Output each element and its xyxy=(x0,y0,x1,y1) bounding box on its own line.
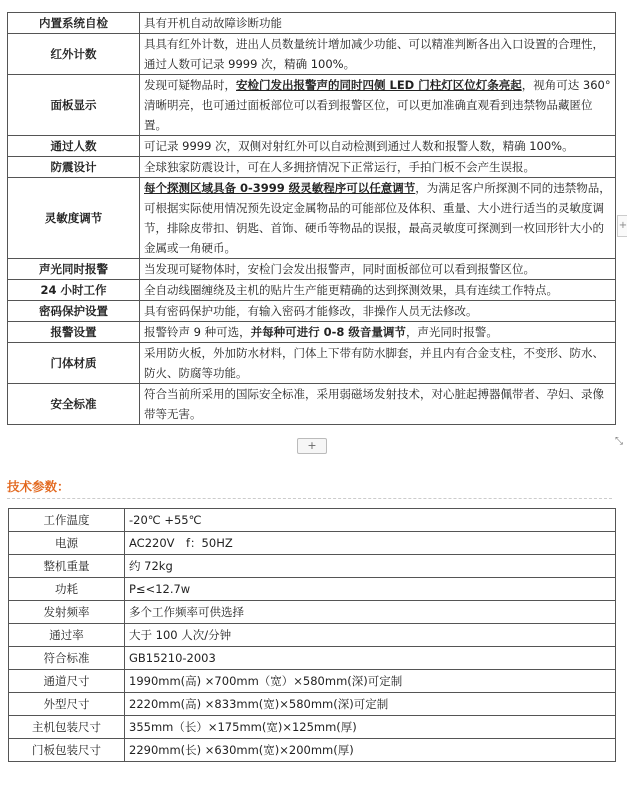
feature-text-part: 全自动线圈缠绕及主机的贴片生产能更精确的达到探测效果，具有连续工作特点。 xyxy=(144,283,558,297)
feature-description xyxy=(140,280,616,301)
feature-label: 密码保护设置 xyxy=(8,301,140,322)
feature-text-part: 发现可疑物品时， xyxy=(144,78,236,92)
feature-table xyxy=(7,12,616,425)
feature-label: 通过人数 xyxy=(8,136,140,157)
spec-row xyxy=(9,532,616,555)
spec-value: 2220mm(高) ×833mm(宽)×580mm(深)可定制 xyxy=(125,693,616,716)
spec-value: -20℃ +55℃ xyxy=(125,509,616,532)
spec-row xyxy=(9,670,616,693)
spec-table xyxy=(8,508,616,762)
feature-description xyxy=(140,259,616,280)
feature-label: 安全标准 xyxy=(8,384,140,425)
feature-row xyxy=(8,34,616,75)
feature-row xyxy=(8,384,616,425)
feature-label: 面板显示 xyxy=(8,75,140,136)
section-title: 技术参数： xyxy=(7,479,70,494)
spec-label: 通道尺寸 xyxy=(9,670,125,693)
feature-text-part: 符合当前所采用的国际安全标准，采用弱磁场发射技术，对心脏起搏器佩带者、孕妇、录像带等无害。 xyxy=(144,387,604,421)
spec-value: 约 72kg xyxy=(125,555,616,578)
feature-label: 红外计数 xyxy=(8,34,140,75)
feature-label: 灵敏度调节 xyxy=(8,178,140,259)
spec-value: 多个工作频率可供选择 xyxy=(125,601,616,624)
spec-label: 符合标准 xyxy=(9,647,125,670)
feature-label: 声光同时报警 xyxy=(8,259,140,280)
feature-text-part: 每个探测区域具备 0-3999 级灵敏程序可以任意调节 xyxy=(144,181,416,195)
feature-row xyxy=(8,136,616,157)
spec-label: 功耗 xyxy=(9,578,125,601)
add-row-button[interactable]: + xyxy=(297,438,327,454)
feature-description xyxy=(140,384,616,425)
section-divider xyxy=(7,498,612,499)
feature-description xyxy=(140,178,616,259)
feature-description xyxy=(140,343,616,384)
spec-value: AC220V f：50HZ xyxy=(125,532,616,555)
spec-label: 电源 xyxy=(9,532,125,555)
spec-label: 门板包装尺寸 xyxy=(9,739,125,762)
feature-label: 门体材质 xyxy=(8,343,140,384)
feature-text-part: 可记录 9999 次，双侧对射红外可以自动检测到通过人数和报警人数，精确 100%。 xyxy=(144,139,574,153)
feature-text-part: 当发现可疑物体时，安检门会发出报警声，同时面板部位可以看到报警区位。 xyxy=(144,262,535,276)
feature-text-part: 安检门发出报警声的同时四侧 LED 门柱灯区位灯条亮起 xyxy=(236,78,522,92)
resize-icon[interactable]: ⤡ xyxy=(615,436,623,447)
spec-row xyxy=(9,555,616,578)
feature-row xyxy=(8,178,616,259)
side-add-button[interactable]: + xyxy=(617,215,627,237)
feature-text-part: ，声光同时报警。 xyxy=(405,325,498,339)
feature-description xyxy=(140,13,616,34)
feature-label: 24 小时工作 xyxy=(8,280,140,301)
spec-label: 外型尺寸 xyxy=(9,693,125,716)
spec-value: 1990mm(高) ×700mm（宽）×580mm(深)可定制 xyxy=(125,670,616,693)
feature-text-part: 采用防火板，外加防水材料，门体上下带有防水脚套，并且内有合金支柱，不变形、防水、防火、防腐等功能。 xyxy=(144,346,604,380)
spec-value: 大于 100 人次/分钟 xyxy=(125,624,616,647)
feature-row xyxy=(8,301,616,322)
feature-label: 内置系统自检 xyxy=(8,13,140,34)
spec-row xyxy=(9,739,616,762)
feature-description xyxy=(140,136,616,157)
feature-label: 防震设计 xyxy=(8,157,140,178)
feature-row xyxy=(8,343,616,384)
feature-description xyxy=(140,75,616,136)
spec-row xyxy=(9,601,616,624)
spec-row xyxy=(9,647,616,670)
spec-label: 发射频率 xyxy=(9,601,125,624)
feature-row xyxy=(8,259,616,280)
feature-text-part: ，为满足客户所探测不同的违禁物品，可根据实际使用情况预先设定金属物品的可能部位及体积、重量、大小进行适当的灵敏度调节，排除皮带扣、钥匙、首饰、硬币等物品的误报，最高灵敏度可探测到一枚回形针大小的金属或一角硬币。 xyxy=(144,181,611,255)
feature-description xyxy=(140,157,616,178)
feature-description xyxy=(140,301,616,322)
feature-text-part: 具有密码保护功能，有输入密码才能修改，非操作人员无法修改。 xyxy=(144,304,478,318)
feature-text-part: 全球独家防震设计，可在人多拥挤情况下正常运行，手拍门板不会产生误报。 xyxy=(144,160,535,174)
feature-description xyxy=(140,34,616,75)
feature-row xyxy=(8,322,616,343)
feature-text-part: 报警铃声 9 种可选， xyxy=(144,325,251,339)
feature-text-part: 并每种可进行 0-8 级音量调节 xyxy=(250,325,406,339)
feature-text-part: 具有开机自动故障诊断功能 xyxy=(144,16,282,30)
feature-row xyxy=(8,280,616,301)
feature-row xyxy=(8,13,616,34)
spec-label: 整机重量 xyxy=(9,555,125,578)
spec-label: 工作温度 xyxy=(9,509,125,532)
feature-row xyxy=(8,75,616,136)
spec-row xyxy=(9,693,616,716)
spec-value: 355mm（长）×175mm(宽)×125mm(厚) xyxy=(125,716,616,739)
feature-text-part: 具具有红外计数，进出人员数量统计增加减少功能、可以精准判断各出入口设置的合理性，通过人数可记录 9999 次，精确 100%。 xyxy=(144,37,604,71)
feature-label: 报警设置 xyxy=(8,322,140,343)
spec-row xyxy=(9,624,616,647)
spec-label: 通过率 xyxy=(9,624,125,647)
spec-label: 主机包装尺寸 xyxy=(9,716,125,739)
spec-row xyxy=(9,578,616,601)
feature-table-body xyxy=(8,13,616,425)
feature-row xyxy=(8,157,616,178)
feature-text-part: ，视角可达 360°清晰明亮，也可通过面板部位可以看到报警区位，可以更加准确直观看到违禁物品藏匿位置。 xyxy=(144,78,611,132)
spec-row xyxy=(9,509,616,532)
spec-value: 2290mm(长) ×630mm(宽)×200mm(厚) xyxy=(125,739,616,762)
feature-description xyxy=(140,322,616,343)
spec-row xyxy=(9,716,616,739)
spec-value: GB15210-2003 xyxy=(125,647,616,670)
spec-table-body xyxy=(9,509,616,762)
spec-value: P≤<12.7w xyxy=(125,578,616,601)
